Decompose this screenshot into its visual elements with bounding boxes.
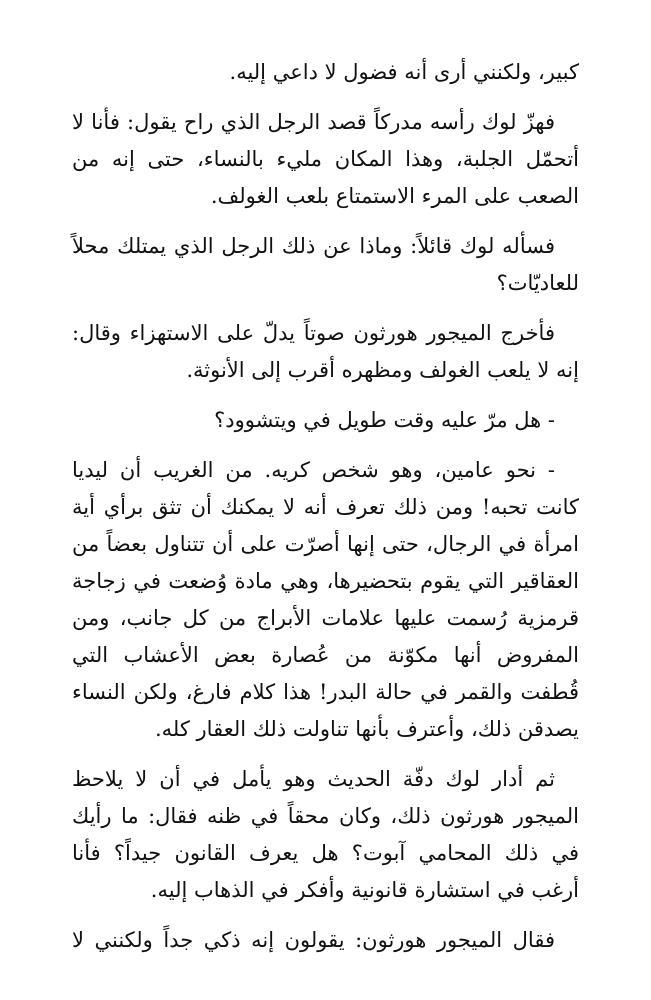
dialogue-line: - نحو عامين، وهو شخص كريه. من الغريب أن ليديا كانت تحبه! ومن ذلك تعرف أنه لا يمكنك أن تثق برأي أية امرأة في الرجال، حتى إنها أصرّت على أن تتناول بعضاً من العقاقير التي يقوم بتحضيرها، وهي مادة وُضعت في زجاجة قرمزية رُسمت عليها علامات الأبراج من كل جانب، ومن المفروض أنها مكوّنة من عُصارة بعض الأعشاب التي قُطفت والقمر في حالة البدر! هذا كلام فارغ، ولكن النساء يصدقن ذلك، وأعترف بأنها تناولت ذلك العقار كله. xyxy=(72,458,579,741)
paragraph: فأخرج الميجور هورثون صوتاً يدلّ على الاستهزاء وقال: إنه لا يلعب الغولف ومظهره أقرب إلى الأنوثة. xyxy=(72,321,579,382)
paragraph-continues-next-page: فقال الميجور هورثون: يقولون إنه ذكي جداً ولكنني لا xyxy=(72,928,555,952)
page-body xyxy=(72,54,579,972)
paragraph: فهزّ لوك رأسه مدركاً قصد الرجل الذي راح يقول: فأنا لا أتحمّل الجلبة، وهذا المكان مليء بالنساء، حتى إنه من الصعب على المرء الاستمتاع بلعب الغولف. xyxy=(72,110,579,208)
paragraph: ثم أدار لوك دفّة الحديث وهو يأمل في أن لا يلاحظ الميجور هورثون ذلك، وكان محقاً في ظنه فقال: ما رأيك في ذلك المحامي آبوت؟ هل يعرف القانون جيداً؟ فأنا أرغب في استشارة قانونية وأفكر في الذهاب إليه. xyxy=(72,767,579,902)
paragraph: فسأله لوك قائلاً: وماذا عن ذلك الرجل الذي يمتلك محلاً للعاديّات؟ xyxy=(72,234,579,295)
paragraph-continuation: كبير، ولكنني أرى أنه فضول لا داعي إليه. xyxy=(229,60,579,84)
dialogue-line: - هل مرّ عليه وقت طويل في ويتشوود؟ xyxy=(214,408,555,432)
